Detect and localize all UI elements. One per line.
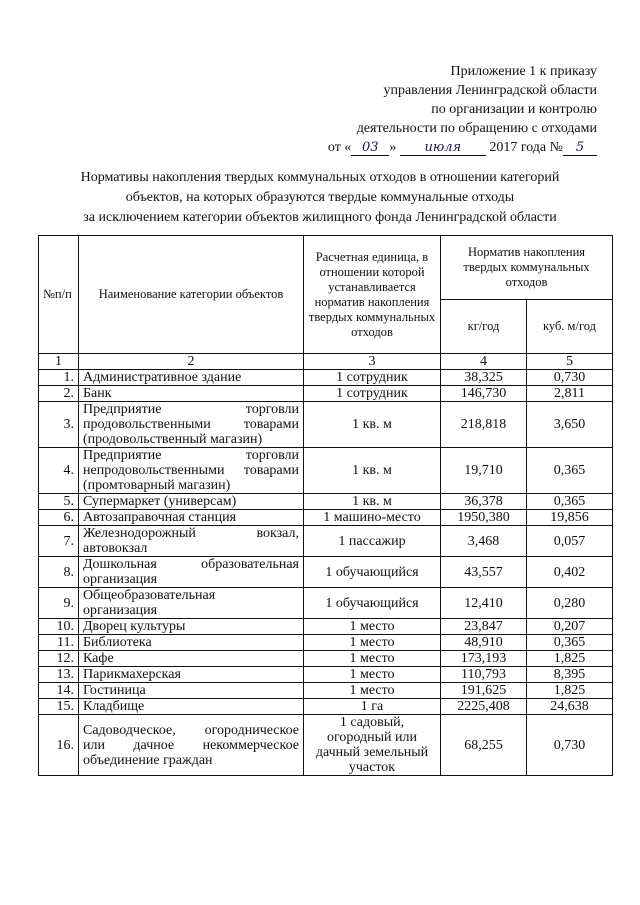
category-name: Административное здание [79, 370, 304, 386]
kg-per-year-cell: 48,910 [441, 635, 527, 651]
kg-per-year-cell: 43,557 [441, 557, 527, 588]
handwritten-order-number: 5 [563, 140, 597, 156]
category-name [79, 715, 304, 776]
header-no: №п/п [39, 236, 79, 354]
category-name: Гостиница [79, 683, 304, 699]
unit-cell: 1 место [304, 635, 441, 651]
table-row [39, 667, 613, 683]
header-kg: кг/год [441, 300, 527, 354]
category-name-line: или дачное некоммерческое [83, 737, 299, 753]
category-name-line: Железнодорожный вокзал, [83, 526, 299, 541]
kg-per-year-cell: 12,410 [441, 588, 527, 619]
m3-per-year-cell: 0,730 [527, 715, 613, 776]
table-row [39, 683, 613, 699]
date-prefix: от « [327, 140, 352, 155]
row-number: 8. [39, 557, 79, 588]
title-line-2: объектов, на которых образуются твердые коммунальные отходы [125, 190, 515, 205]
category-name-line: Общеобразовательная [83, 588, 216, 603]
table-row [39, 651, 613, 667]
kg-per-year-cell: 191,625 [441, 683, 527, 699]
date-year: 2017 года № [489, 140, 563, 155]
kg-per-year-cell: 2225,408 [441, 699, 527, 715]
kg-per-year-cell: 68,255 [441, 715, 527, 776]
category-name-line: продовольственными товарами [83, 417, 299, 432]
col-number: 2 [79, 354, 304, 370]
unit-cell: 1 кв. м [304, 448, 441, 494]
category-name: Банк [79, 386, 304, 402]
m3-per-year-cell: 0,365 [527, 635, 613, 651]
title-line-1: Нормативы накопления твердых коммунальных отходов в отношении категорий [80, 170, 560, 185]
unit-cell: 1 обучающийся [304, 588, 441, 619]
appendix-line-4: деятельности по обращению с отходами [356, 121, 597, 136]
row-number: 3. [39, 402, 79, 448]
table-row [39, 448, 613, 494]
unit-cell: 1 место [304, 683, 441, 699]
category-name-line: Предприятие торговли [83, 448, 299, 463]
kg-per-year-cell: 38,325 [441, 370, 527, 386]
header-unit: Расчетная единица, в отношении которой устанавливается норматив накопления твердых коммунальных отходов [304, 236, 441, 354]
m3-per-year-cell: 0,207 [527, 619, 613, 635]
m3-per-year-cell: 0,280 [527, 588, 613, 619]
category-name [79, 448, 304, 494]
table-body [39, 370, 613, 776]
table-row [39, 588, 613, 619]
category-name: Супермаркет (универсам) [79, 494, 304, 510]
appendix-line-3: по организации и контролю [431, 102, 597, 117]
table-row [39, 510, 613, 526]
m3-per-year-cell: 0,402 [527, 557, 613, 588]
m3-per-year-cell: 3,650 [527, 402, 613, 448]
kg-per-year-cell: 110,793 [441, 667, 527, 683]
m3-per-year-cell: 1,825 [527, 683, 613, 699]
m3-per-year-cell: 0,057 [527, 526, 613, 557]
appendix-date-line [328, 138, 597, 157]
category-name [79, 526, 304, 557]
unit-cell: 1 сотрудник [304, 370, 441, 386]
appendix-header [328, 62, 597, 157]
col-number: 5 [527, 354, 613, 370]
row-number: 10. [39, 619, 79, 635]
category-name-line: непродовольственными товарами [83, 463, 299, 478]
category-name-line: организация [83, 572, 158, 587]
kg-per-year-cell: 218,818 [441, 402, 527, 448]
date-mid: » [389, 140, 397, 155]
category-name: Дворец культуры [79, 619, 304, 635]
m3-per-year-cell: 0,365 [527, 494, 613, 510]
table-row [39, 699, 613, 715]
kg-per-year-cell: 36,378 [441, 494, 527, 510]
table-row [39, 526, 613, 557]
category-name-line: (продовольственный магазин) [83, 432, 263, 447]
unit-cell: 1 обучающийся [304, 557, 441, 588]
m3-per-year-cell: 24,638 [527, 699, 613, 715]
category-name-line: (промтоварный магазин) [83, 478, 231, 493]
category-name-line: объединение граждан [83, 752, 213, 768]
category-name: Автозаправочная станция [79, 510, 304, 526]
unit-cell: 1 место [304, 667, 441, 683]
norms-table [38, 235, 613, 776]
category-name-line: организация [83, 603, 158, 618]
unit-cell: 1 место [304, 619, 441, 635]
appendix-line-1: Приложение 1 к приказу [450, 64, 597, 79]
table-row [39, 557, 613, 588]
category-name: Парикмахерская [79, 667, 304, 683]
row-number: 9. [39, 588, 79, 619]
kg-per-year-cell: 1950,380 [441, 510, 527, 526]
row-number: 11. [39, 635, 79, 651]
kg-per-year-cell: 173,193 [441, 651, 527, 667]
appendix-line-2: управления Ленинградской области [383, 83, 597, 98]
m3-per-year-cell: 8,395 [527, 667, 613, 683]
handwritten-day: 03 [351, 140, 389, 156]
header-name: Наименование категории объектов [79, 236, 304, 354]
row-number: 5. [39, 494, 79, 510]
m3-per-year-cell: 0,365 [527, 448, 613, 494]
row-number: 14. [39, 683, 79, 699]
category-name-line: Дошкольная образовательная [83, 557, 299, 572]
kg-per-year-cell: 23,847 [441, 619, 527, 635]
column-numbers-row [39, 354, 613, 370]
unit-cell: 1 сотрудник [304, 386, 441, 402]
kg-per-year-cell: 19,710 [441, 448, 527, 494]
category-name: Кафе [79, 651, 304, 667]
m3-per-year-cell: 1,825 [527, 651, 613, 667]
table-row [39, 715, 613, 776]
row-number: 6. [39, 510, 79, 526]
row-number: 1. [39, 370, 79, 386]
table-row [39, 402, 613, 448]
col-number: 1 [39, 354, 79, 370]
row-number: 4. [39, 448, 79, 494]
col-number: 3 [304, 354, 441, 370]
table-row [39, 494, 613, 510]
row-number: 15. [39, 699, 79, 715]
category-name: Библиотека [79, 635, 304, 651]
category-name [79, 557, 304, 588]
category-name-line: автовокзал [83, 541, 148, 556]
unit-cell: 1 место [304, 651, 441, 667]
row-number: 7. [39, 526, 79, 557]
unit-cell: 1 кв. м [304, 494, 441, 510]
unit-cell: 1 садовый, огородный или дачный земельный участок [304, 715, 441, 776]
category-name [79, 588, 304, 619]
table-row [39, 386, 613, 402]
m3-per-year-cell: 2,811 [527, 386, 613, 402]
unit-cell: 1 машино-место [304, 510, 441, 526]
header-m3: куб. м/год [527, 300, 613, 354]
kg-per-year-cell: 146,730 [441, 386, 527, 402]
unit-cell: 1 кв. м [304, 402, 441, 448]
category-name-line: Предприятие торговли [83, 402, 299, 417]
category-name [79, 402, 304, 448]
table-row [39, 619, 613, 635]
col-number: 4 [441, 354, 527, 370]
title-line-3: за исключением категории объектов жилищного фонда Ленинградской области [83, 210, 557, 225]
row-number: 13. [39, 667, 79, 683]
category-name-line: Садоводческое, огородническое [83, 722, 299, 738]
header-norm: Норматив накопления твердых коммунальных отходов [441, 236, 613, 300]
row-number: 2. [39, 386, 79, 402]
document-title [40, 168, 600, 228]
unit-cell: 1 га [304, 699, 441, 715]
m3-per-year-cell: 0,730 [527, 370, 613, 386]
handwritten-month: июля [400, 140, 486, 156]
m3-per-year-cell: 19,856 [527, 510, 613, 526]
row-number: 16. [39, 715, 79, 776]
category-name: Кладбище [79, 699, 304, 715]
table-row [39, 370, 613, 386]
row-number: 12. [39, 651, 79, 667]
unit-cell: 1 пассажир [304, 526, 441, 557]
kg-per-year-cell: 3,468 [441, 526, 527, 557]
table-row [39, 635, 613, 651]
